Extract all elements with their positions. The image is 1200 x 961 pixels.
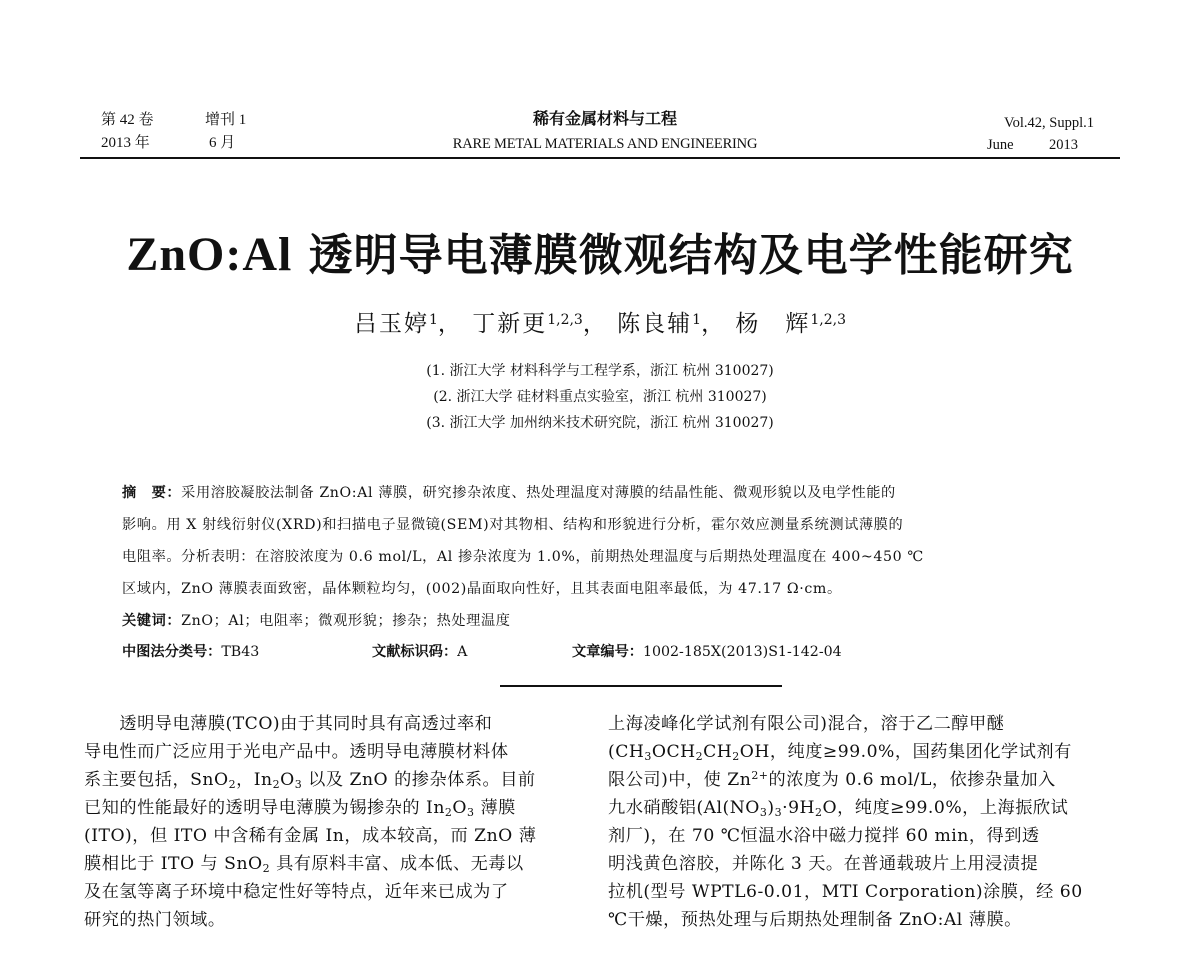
text-run: 3	[294, 778, 303, 791]
author-affiliation-mark: 1	[692, 312, 702, 328]
journal-title-cn: 稀有金属材料与工程	[532, 109, 677, 128]
body-right-line	[608, 878, 1108, 906]
body-left-line	[84, 766, 584, 794]
abstract-line-3: 电阻率。分析表明：在溶胶浓度为 0.6 mol/L，Al 掺杂浓度为 1.0%，前期热处理温度与后期热处理温度在 400~450 ℃	[122, 549, 924, 565]
text-run: ，In	[236, 770, 273, 790]
author: 杨 辉	[735, 311, 811, 337]
affiliation-2: (2. 浙江大学 硅材料重点实验室，浙江 杭州 310027)	[433, 389, 767, 405]
document-code	[372, 641, 467, 663]
text-run: 导电性而广泛应用于光电产品中。透明导电薄膜材料体	[84, 742, 509, 762]
text-run: 的浓度为 0.6 mol/L，依掺杂量加入	[768, 770, 1056, 790]
author-list	[0, 308, 1200, 340]
clc-number	[122, 641, 259, 663]
text-run: 透明导电薄膜(TCO)由于其同时具有高透过率和	[84, 714, 493, 734]
body-right-line	[608, 738, 1108, 766]
author-affiliation-mark: 1	[428, 312, 438, 328]
text-run: 薄膜	[474, 798, 516, 818]
body-left-line	[84, 878, 584, 906]
text-run: ·9H	[782, 798, 815, 818]
header-vol-issue: Vol.42, Suppl.1	[1004, 115, 1094, 131]
header-month-en: June	[987, 137, 1014, 153]
text-run: 3	[774, 806, 783, 819]
header-year: 2013 年	[101, 135, 150, 151]
text-run: 2	[272, 778, 281, 791]
text-run: 剂厂)，在 70 ℃恒温水浴中磁力搅拌 60 min，得到透	[608, 826, 1040, 846]
header-issue: 增刊 1	[205, 112, 247, 128]
document-code-value: A	[457, 644, 468, 660]
header-year-en: 2013	[1049, 137, 1078, 153]
body-left-line	[84, 850, 584, 878]
abstract-line-2: 影响。用 X 射线衍射仪(XRD)和扫描电子显微镜(SEM)对其物相、结构和形貌进行分析，霍尔效应测量系统测试薄膜的	[122, 517, 904, 533]
header-month: 6 月	[209, 135, 236, 151]
document-code-label: 文献标识码：	[372, 644, 458, 660]
abstract-line-1	[122, 482, 1082, 504]
text-run: )	[767, 798, 775, 818]
text-run: O，纯度≥99.0%，上海振欣试	[822, 798, 1069, 818]
author: 陈良辅	[617, 311, 693, 337]
text-run: 拉机(型号 WPTL6-0.01，MTI Corporation)涂膜，经 60	[608, 882, 1083, 902]
body-right-line	[608, 794, 1108, 822]
body-right-line	[608, 766, 1108, 794]
author-separator: ，	[701, 311, 727, 337]
text-run: 2	[732, 750, 740, 763]
body-right-column	[608, 710, 1108, 934]
text-run: (ITO)，但 ITO 中含稀有金属 In，成本较高，而 ZnO 薄	[84, 826, 537, 846]
text-run: 2	[815, 806, 823, 819]
body-left-column	[84, 710, 584, 934]
author-affiliation-mark: 1,2,3	[547, 312, 583, 328]
affiliation-3: (3. 浙江大学 加州纳米技术研究院，浙江 杭州 310027)	[426, 415, 774, 431]
body-left-line	[84, 738, 584, 766]
text-run: 具有原料丰富、成本低、无毒以	[270, 854, 524, 874]
text-run: 膜相比于 ITO 与 SnO	[84, 854, 263, 874]
clc-label: 中图法分类号：	[122, 644, 222, 660]
text-run: 3	[644, 750, 652, 763]
text-run: 以及 ZnO 的掺杂体系。目前	[302, 770, 536, 790]
header-volume: 第 42 卷	[101, 112, 154, 128]
text-run: 及在氢等离子环境中稳定性好等特点，近年来已成为了	[84, 882, 509, 902]
text-run: 2+	[751, 769, 769, 782]
text-run: 已知的性能最好的透明导电薄膜为锡掺杂的 In	[84, 798, 445, 818]
body-left-line	[84, 822, 584, 850]
paper-title-latin: ZnO:Al	[126, 228, 293, 281]
author-affiliation-mark: 1,2,3	[810, 312, 847, 328]
text-run: CH	[703, 742, 733, 762]
body-right-line	[608, 906, 1108, 934]
body-left-line	[84, 794, 584, 822]
author: 丁新更	[472, 311, 548, 337]
keywords-label: 关键词：	[122, 613, 182, 629]
body-right-line	[608, 850, 1108, 878]
abstract-label: 摘 要：	[122, 485, 182, 501]
keywords-value: ZnO；Al；电阻率；微观形貌；掺杂；热处理温度	[181, 613, 511, 629]
text-run: 明浅黄色溶胶，并陈化 3 天。在普通载玻片上用浸渍提	[608, 854, 1039, 874]
keywords	[122, 610, 511, 632]
text-run: 3	[759, 806, 768, 819]
text-run: 2	[695, 750, 704, 763]
journal-title-en: RARE METAL MATERIALS AND ENGINEERING	[452, 136, 758, 152]
text-run: 2	[262, 862, 271, 875]
body-right-line	[608, 822, 1108, 850]
text-run: 系主要包括，SnO	[84, 770, 229, 790]
text-run: 2	[444, 806, 453, 819]
paper-title	[0, 225, 1200, 286]
body-right-line	[608, 710, 1108, 738]
header-rule	[80, 157, 1120, 159]
text-run: 3	[466, 806, 475, 819]
article-number-label: 文章编号：	[572, 644, 643, 660]
affiliation-1: (1. 浙江大学 材料科学与工程学系，浙江 杭州 310027)	[426, 363, 774, 379]
text-run: 九水硝酸铝(Al(NO	[608, 798, 760, 818]
article-number	[572, 641, 842, 663]
text-run: O	[280, 770, 295, 790]
author: 吕玉婷	[353, 311, 429, 337]
author-separator: ，	[582, 311, 608, 337]
paper-title-cn: 透明导电薄膜微观结构及电学性能研究	[292, 230, 1074, 281]
text-run: ℃干燥，预热处理与后期热处理制备 ZnO:Al 薄膜。	[608, 910, 1022, 930]
clc-value: TB43	[221, 644, 260, 660]
article-number-value: 1002-185X(2013)S1-142-04	[642, 644, 842, 660]
abstract-text: 采用溶胶凝胶法制备 ZnO:Al 薄膜，研究掺杂浓度、热处理温度对薄膜的结晶性能、微观形貌以及电学性能的	[181, 485, 896, 501]
text-run: OCH	[651, 742, 696, 762]
author-separator: ，	[437, 311, 463, 337]
text-run: O	[452, 798, 467, 818]
text-run: (CH	[608, 742, 645, 762]
body-left-line	[84, 906, 584, 934]
text-run: 2	[228, 778, 237, 791]
text-run: 限公司)中，使 Zn	[608, 770, 752, 790]
abstract-line-4: 区域内，ZnO 薄膜表面致密，晶体颗粒均匀，(002)晶面取向性好，且其表面电阻率最低，为 47.17 Ω·cm。	[122, 581, 842, 597]
body-left-line	[84, 710, 584, 738]
text-run: 研究的热门领域。	[84, 910, 226, 930]
abstract-rule	[500, 685, 782, 687]
text-run: 上海凌峰化学试剂有限公司)混合，溶于乙二醇甲醚	[608, 714, 1005, 734]
text-run: OH，纯度≥99.0%，国药集团化学试剂有	[739, 742, 1072, 762]
